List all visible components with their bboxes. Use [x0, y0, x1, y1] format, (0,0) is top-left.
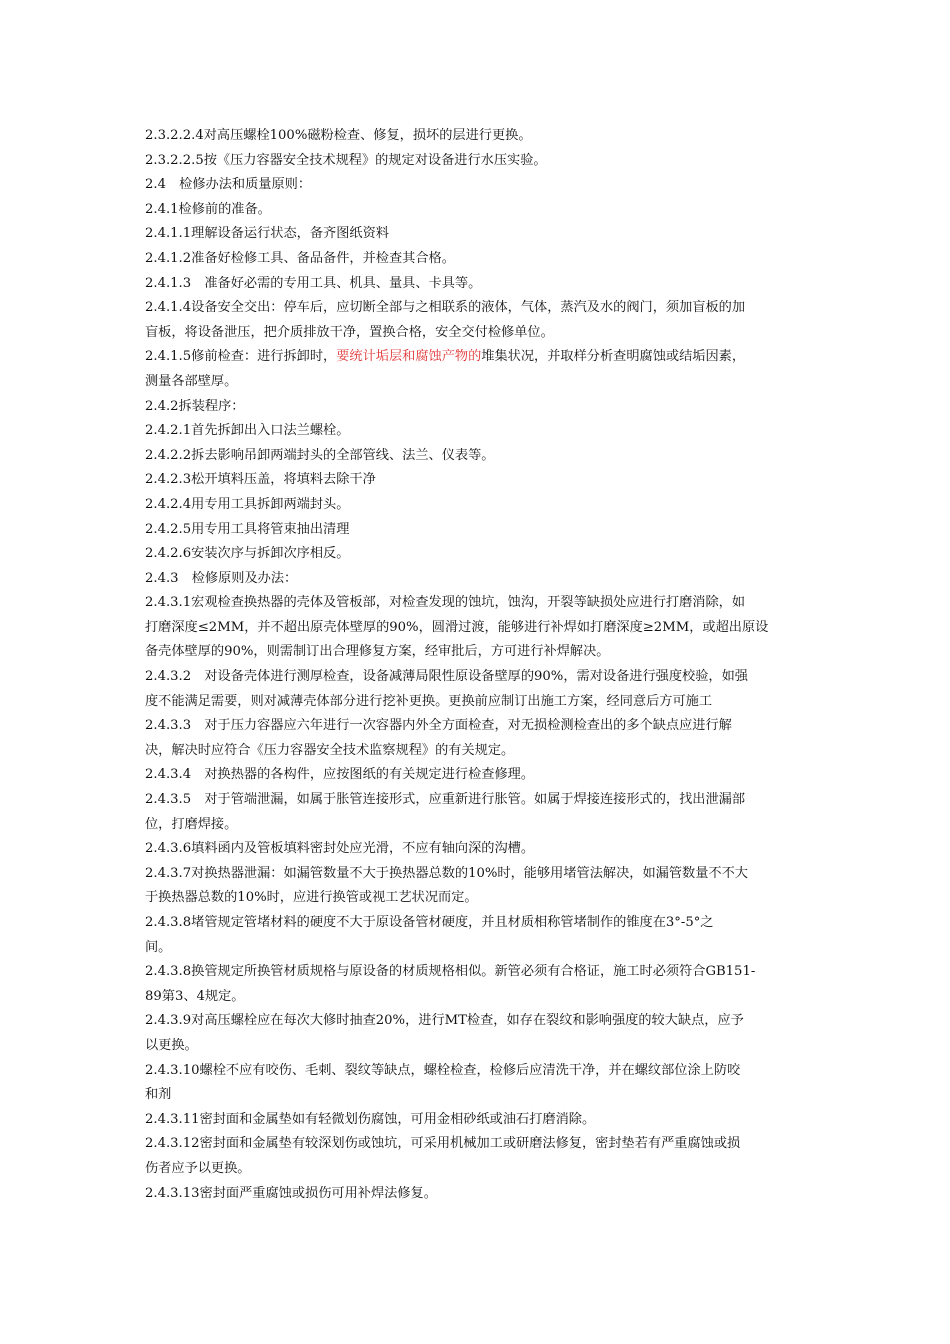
- text-line: 2.4.3.2 对设备壳体进行测厚检查，设备减薄局限性原设备壁厚的90%，需对设备进行强度校验，如强: [145, 669, 748, 685]
- text-line: 2.4.1.3 准备好必需的专用工具、机具、量具、卡具等。: [145, 275, 482, 291]
- text-line: 2.4.2.3松开填料压盖，将填料去除干净: [145, 472, 376, 488]
- text-line: 2.4.1.2准备好检修工具、备品备件，并检查其合格。: [145, 250, 455, 266]
- text-segment: 2.4.1.5修前检查：进行拆卸时，: [145, 349, 337, 365]
- text-line: 2.4.2.2拆去影响吊卸两端封头的全部管线、法兰、仪表等。: [145, 447, 495, 463]
- text-line: 2.4.2.1首先拆卸出入口法兰螺栓。: [145, 423, 350, 439]
- text-line: 2.4.3.13密封面严重腐蚀或损伤可用补焊法修复。: [145, 1185, 437, 1201]
- text-line: 2.4.3.3 对于压力容器应六年进行一次容器内外全方面检查，对无损检测检查出的多个缺点应进行解: [145, 718, 732, 734]
- subsection-heading: 2.4.1检修前的准备。: [145, 201, 271, 217]
- highlighted-text: 要统计垢层和腐蚀产物的: [336, 349, 482, 365]
- text-line: 2.4.3.5 对于管端泄漏，如属于胀管连接形式，应重新进行胀管。如属于焊接连接形式的，找出泄漏部: [145, 792, 746, 808]
- text-line: 决，解决时应符合《压力容器安全技术监察规程》的有关规定。: [145, 742, 515, 758]
- text-line: 2.4.3.6填料函内及管板填料密封处应光滑，不应有轴向深的沟槽。: [145, 841, 535, 857]
- text-line: 备壳体壁厚的90%，则需制订出合理修复方案，经审批后，方可进行补焊解决。: [145, 644, 610, 660]
- document-body: [145, 124, 809, 1206]
- text-line: 和剂: [145, 1087, 172, 1103]
- text-line: 2.4.3.11密封面和金属垫如有轻微划伤腐蚀，可用金相砂纸或油石打磨消除。: [145, 1111, 596, 1127]
- text-line: 2.4.3.9对高压螺栓应在每次大修时抽查20%，进行MT检查，如存在裂纹和影响强度的较大缺点，应予: [145, 1013, 744, 1029]
- text-line: 2.4.3.10螺栓不应有咬伤、毛刺、裂纹等缺点，螺栓检查，检修后应清洗干净，并在螺纹部位涂上防咬: [145, 1062, 741, 1078]
- subsection-heading: 2.4.2拆装程序：: [145, 398, 245, 414]
- text-line: 2.4.3.8堵管规定管堵材料的硬度不大于原设备管材硬度，并且材质相称管堵制作的锥度在3°-5°之: [145, 915, 714, 930]
- text-line: 打磨深度≤2MM，并不超出原壳体壁厚的90%，圆滑过渡，能够进行补焊如打磨深度≥2MM，或超出原设: [145, 619, 769, 635]
- text-line: 于换热器总数的10%时，应进行换管或视工艺状况而定。: [145, 890, 478, 906]
- text-line: 测量各部壁厚。: [145, 373, 238, 389]
- text-line: 间。: [145, 939, 172, 955]
- text-segment: 堆集状况，并取样分析查明腐蚀或结垢因素，: [481, 349, 746, 365]
- text-line: 89第3、4规定。: [145, 988, 245, 1004]
- text-line: 2.4.2.5用专用工具将管束抽出清理: [145, 521, 350, 537]
- text-line: 2.4.3.4 对换热器的各构件，应按图纸的有关规定进行检查修理。: [145, 767, 535, 783]
- text-line: 盲板，将设备泄压，把介质排放干净，置换合格，安全交付检修单位。: [145, 324, 554, 340]
- text-line: 2.4.2.4用专用工具拆卸两端封头。: [145, 496, 350, 512]
- text-line: 2.4.3.8换管规定所换管材质规格与原设备的材质规格相似。新管必须有合格证，施工时必须符合GB151-: [145, 964, 756, 980]
- text-line-with-highlight: [145, 345, 809, 370]
- text-line: 位，打磨焊接。: [145, 816, 238, 832]
- text-line: 以更换。: [145, 1037, 198, 1053]
- text-line: 2.4.3.12密封面和金属垫有较深划伤或蚀坑，可采用机械加工或研磨法修复，密封垫若有严重腐蚀或损: [145, 1136, 741, 1152]
- text-line: 2.3.2.2.4对高压螺栓100%磁粉检查、修复，损坏的层进行更换。: [145, 128, 532, 143]
- section-heading: 2.4 检修办法和质量原则：: [145, 177, 312, 193]
- text-line: 伤者应予以更换。: [145, 1160, 251, 1176]
- text-line: 2.4.3.1宏观检查换热器的壳体及管板部，对检查发现的蚀坑，蚀沟，开裂等缺损处应进行打磨消除，如: [145, 595, 746, 611]
- text-line: 2.4.3.7对换热器泄漏：如漏管数量不大于换热器总数的10%时，能够用堵管法解决，如漏管数量不不大: [145, 865, 748, 881]
- text-line: 2.4.1.4设备安全交出：停车后，应切断全部与之相联系的液体，气体，蒸汽及水的阀门，须加盲板的加: [145, 300, 746, 316]
- text-line: 度不能满足需要，则对减薄壳体部分进行挖补更换。更换前应制订出施工方案，经同意后方可施工: [145, 693, 713, 709]
- text-line: 2.3.2.2.5按《压力容器安全技术规程》的规定对设备进行水压实验。: [145, 152, 547, 168]
- text-line: 2.4.2.6安装次序与拆卸次序相反。: [145, 546, 350, 562]
- subsection-heading: 2.4.3 检修原则及办法：: [145, 570, 298, 586]
- text-line: 2.4.1.1理解设备运行状态，备齐图纸资料: [145, 226, 389, 242]
